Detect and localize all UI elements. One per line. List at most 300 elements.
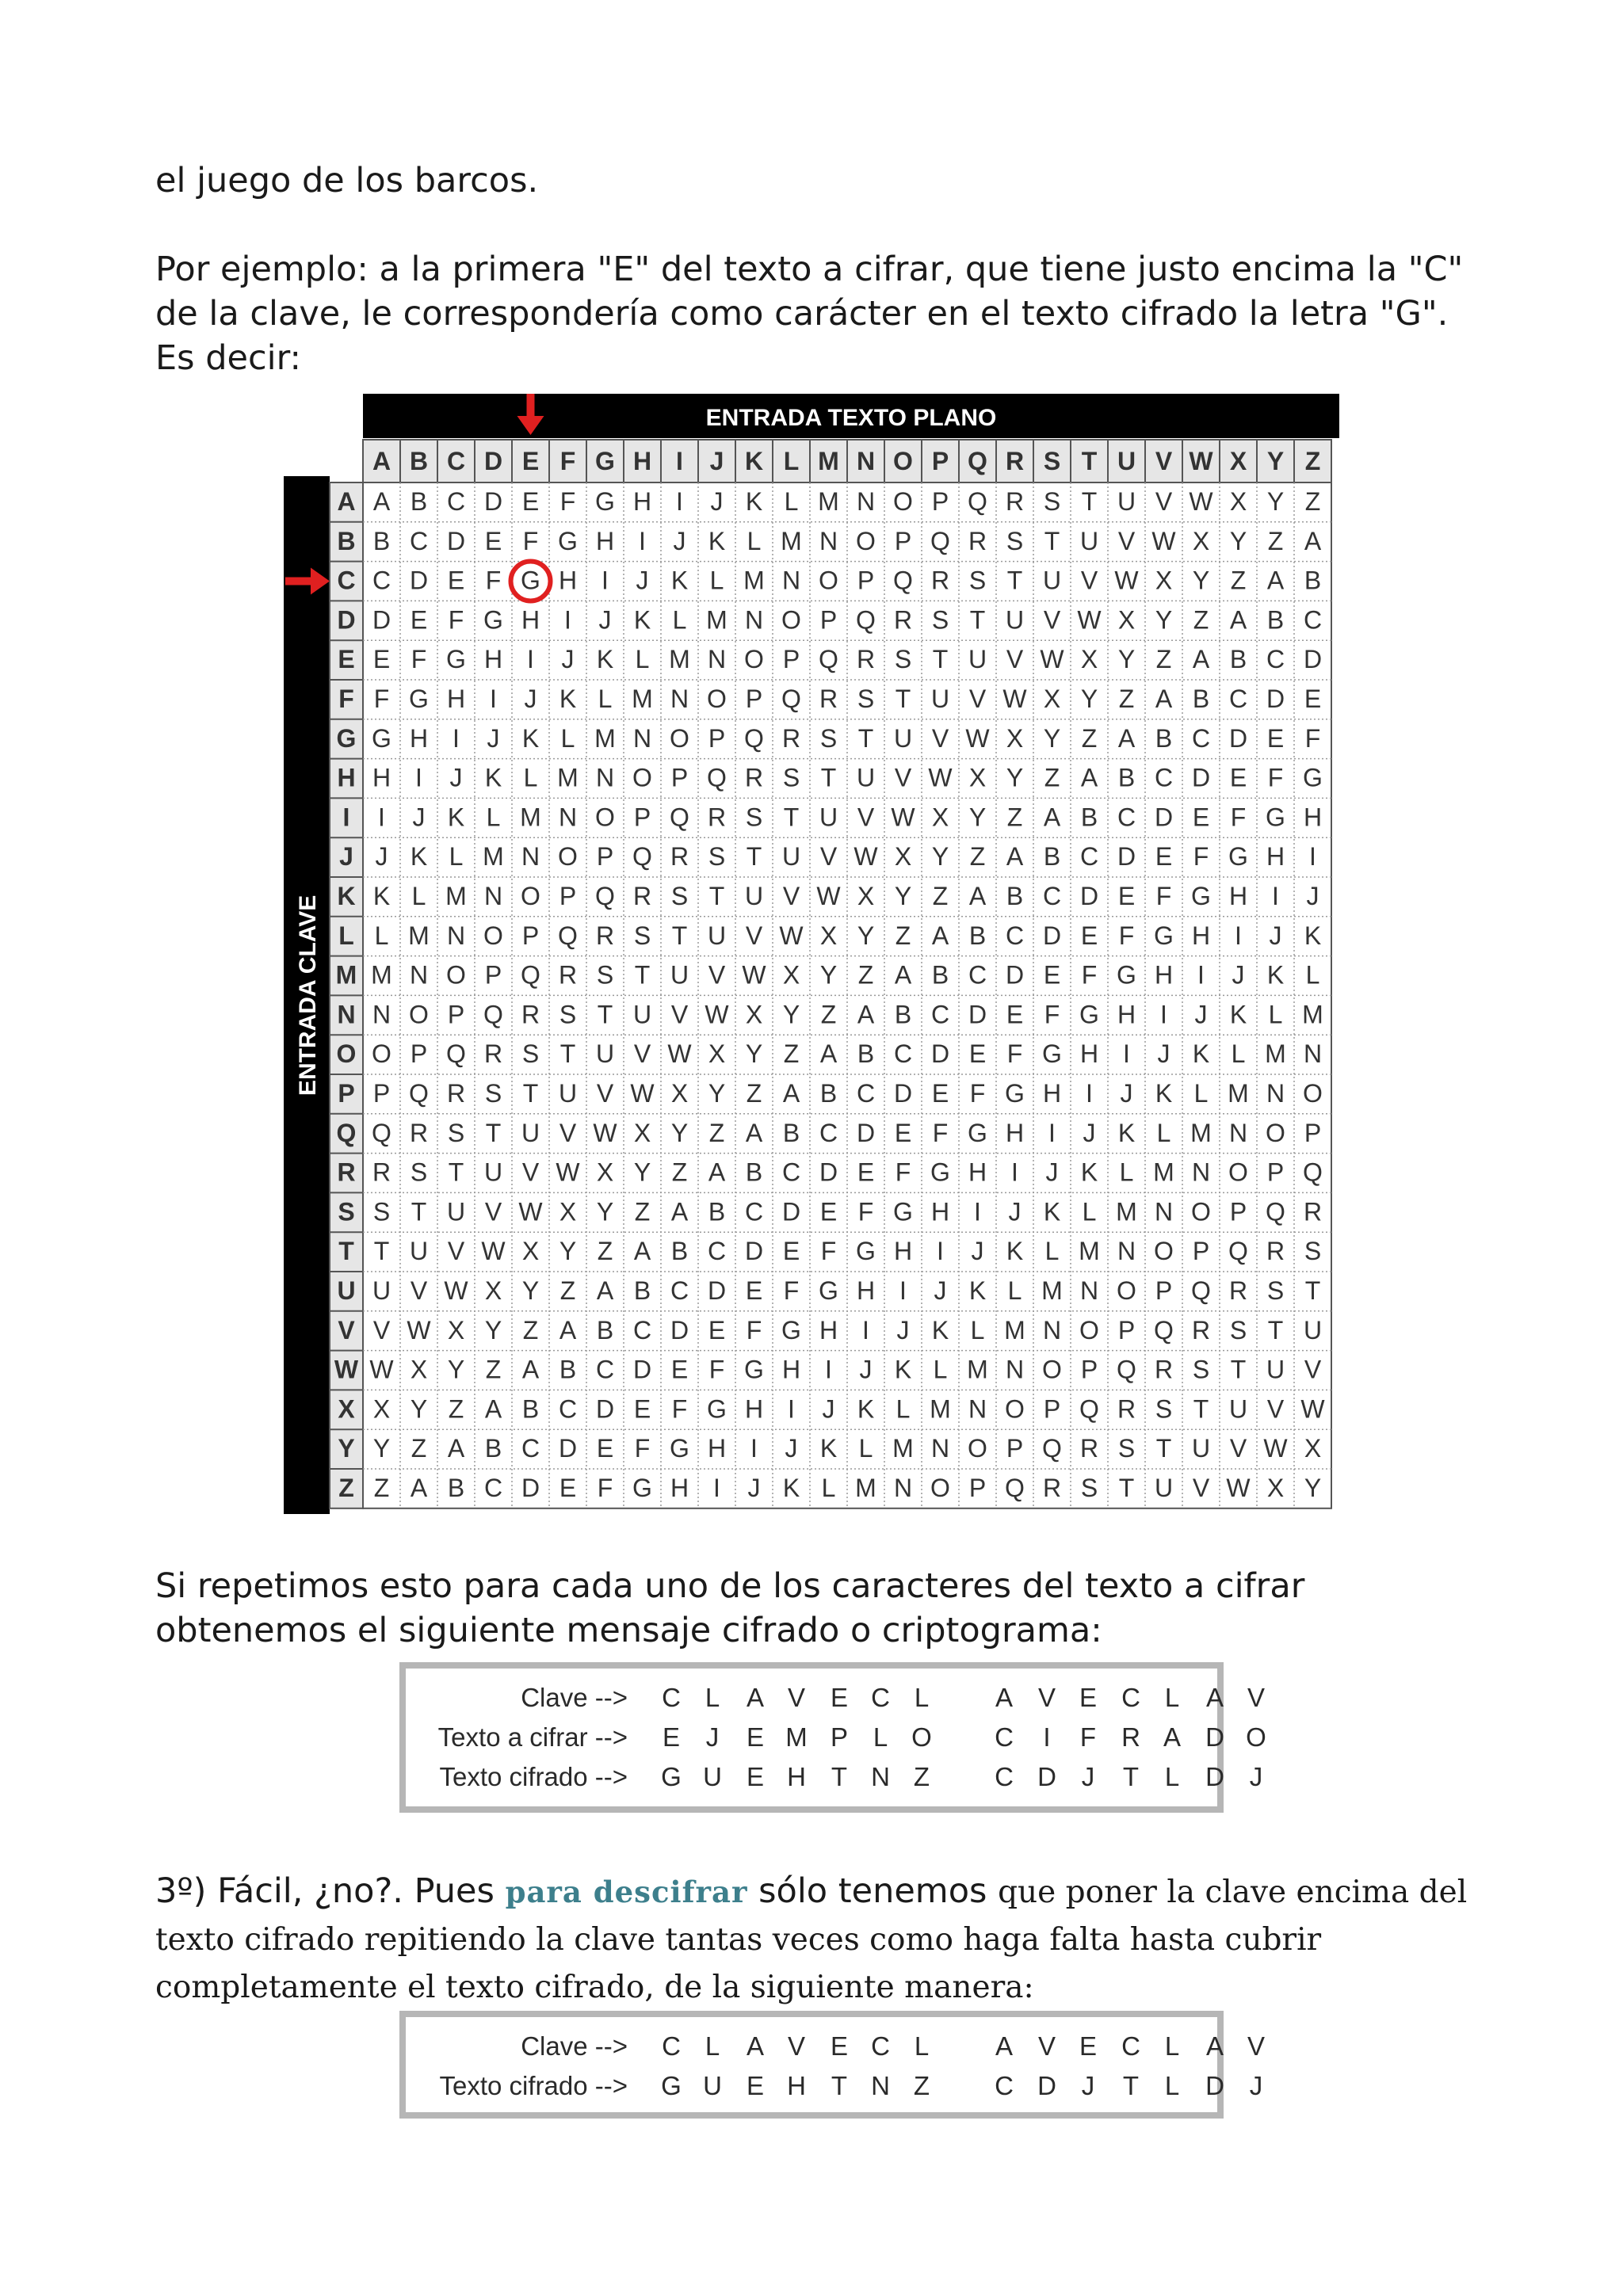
table-cell: P bbox=[1043, 1394, 1061, 1424]
cipher-char: O bbox=[1246, 1722, 1266, 1752]
table-cell: U bbox=[856, 763, 876, 792]
cipher-char: E bbox=[746, 1762, 764, 1791]
table-cell: Y bbox=[484, 1315, 502, 1344]
table-cell: G bbox=[968, 1118, 987, 1147]
table-cell: W bbox=[854, 842, 878, 871]
table-cell: L bbox=[1193, 1079, 1209, 1108]
table-cell: N bbox=[446, 921, 466, 950]
table-cell: P bbox=[708, 723, 726, 753]
table-cell: J bbox=[1008, 1197, 1022, 1226]
table-cell: C bbox=[1303, 605, 1323, 635]
table-cell: J bbox=[449, 763, 463, 792]
table-cell: I bbox=[750, 1434, 758, 1463]
table-cell: U bbox=[968, 645, 987, 674]
table-cell: Q bbox=[670, 803, 689, 832]
table-cell: H bbox=[968, 1158, 987, 1187]
table-cell: A bbox=[1192, 645, 1210, 674]
table-cell: D bbox=[372, 605, 391, 635]
table-cell: D bbox=[670, 1315, 689, 1344]
table-cell: Q bbox=[632, 842, 652, 871]
table-cell: N bbox=[1117, 1237, 1136, 1266]
cipher-char: F bbox=[1079, 1722, 1097, 1752]
table-cell: U bbox=[521, 1118, 540, 1147]
table-cell: Z bbox=[485, 1355, 502, 1384]
cipher-char: D bbox=[1205, 2071, 1224, 2100]
table-cell: K bbox=[447, 803, 465, 832]
table-cell: T bbox=[1081, 487, 1098, 516]
cipher-char: L bbox=[705, 1683, 720, 1712]
table-cell: O bbox=[707, 685, 727, 713]
table-cell: M bbox=[1116, 1197, 1137, 1226]
table-cell: D bbox=[1266, 685, 1285, 713]
table-cell: X bbox=[1155, 566, 1173, 595]
table-cell: U bbox=[1079, 526, 1099, 555]
table-cell: P bbox=[782, 645, 800, 674]
table-cell: A bbox=[633, 1237, 651, 1266]
table-cell: U bbox=[632, 1000, 652, 1029]
table-cell: P bbox=[410, 1039, 428, 1069]
table-cell: A bbox=[1229, 605, 1247, 635]
cipher-char: E bbox=[746, 2071, 764, 2100]
table-cell: X bbox=[894, 842, 912, 871]
table-cell: X bbox=[521, 1237, 540, 1266]
table-cell: Y bbox=[447, 1355, 465, 1384]
table-cell: L bbox=[1119, 1158, 1134, 1187]
table-cell: Y bbox=[1117, 645, 1136, 674]
table-cell: N bbox=[632, 723, 652, 753]
table-cell: G bbox=[744, 1355, 764, 1384]
column-header-K: K bbox=[744, 447, 764, 475]
cipher-char: J bbox=[1249, 1762, 1263, 1791]
table-cell: Z bbox=[857, 960, 874, 990]
table-cell: S bbox=[484, 1079, 502, 1108]
table-cell: K bbox=[931, 1315, 949, 1344]
table-cell: N bbox=[856, 487, 876, 516]
table-cell: T bbox=[857, 723, 874, 753]
cipher-char: Z bbox=[913, 2071, 930, 2100]
table-cell: Y bbox=[1043, 723, 1061, 753]
cipher-row bbox=[406, 2031, 1265, 2071]
table-cell: V bbox=[633, 1039, 651, 1069]
table-cell: U bbox=[1228, 1394, 1248, 1424]
table-cell: T bbox=[448, 1158, 464, 1187]
table-cell: F bbox=[634, 1434, 651, 1463]
table-cell: N bbox=[670, 685, 689, 713]
table-cell: C bbox=[707, 1237, 727, 1266]
table-cell: Z bbox=[1081, 723, 1098, 753]
table-cell: K bbox=[1229, 1000, 1247, 1029]
table-cell: T bbox=[932, 645, 949, 674]
table-cell: K bbox=[1006, 1237, 1024, 1266]
table-cell: Z bbox=[671, 1158, 688, 1187]
table-cell: E bbox=[1229, 763, 1247, 792]
table-cell: B bbox=[447, 1474, 465, 1502]
table-cell: X bbox=[1043, 685, 1061, 713]
cipher-char: V bbox=[787, 2031, 805, 2061]
table-cell: G bbox=[930, 1158, 950, 1187]
table-cell: Y bbox=[782, 1000, 800, 1029]
table-cell: X bbox=[372, 1394, 391, 1424]
table-cell: Z bbox=[969, 842, 986, 871]
table-cell: R bbox=[707, 803, 727, 832]
table-cell: O bbox=[409, 1000, 429, 1029]
table-cell: R bbox=[1191, 1315, 1211, 1344]
table-cell: Y bbox=[1192, 566, 1210, 595]
column-header-C: C bbox=[446, 447, 466, 475]
table-cell: V bbox=[708, 960, 726, 990]
table-cell: E bbox=[559, 1474, 577, 1502]
row-header-H: H bbox=[337, 763, 356, 792]
table-cell: L bbox=[1044, 1237, 1060, 1266]
column-header-R: R bbox=[1005, 447, 1025, 475]
table-cell: U bbox=[1303, 1315, 1323, 1344]
table-cell: F bbox=[373, 685, 390, 713]
table-cell: L bbox=[672, 605, 687, 635]
table-cell: H bbox=[558, 566, 578, 595]
table-cell: I bbox=[639, 526, 646, 555]
table-cell: Q bbox=[1154, 1315, 1174, 1344]
table-cell: G bbox=[632, 1474, 652, 1502]
cipher-char: U bbox=[703, 2071, 722, 2100]
table-cell: R bbox=[781, 723, 801, 753]
table-cell: H bbox=[1303, 803, 1323, 832]
table-cell: C bbox=[521, 1434, 540, 1463]
table-cell: R bbox=[521, 1000, 540, 1029]
table-cell: O bbox=[1154, 1237, 1174, 1266]
table-cell: F bbox=[559, 487, 576, 516]
table-cell: A bbox=[1006, 842, 1024, 871]
table-cell: F bbox=[1267, 763, 1284, 792]
table-cell: H bbox=[521, 605, 540, 635]
table-cell: K bbox=[596, 645, 614, 674]
table-cell: G bbox=[781, 1315, 801, 1344]
cipher-char: L bbox=[914, 2031, 930, 2061]
table-cell: E bbox=[1192, 803, 1210, 832]
table-cell: E bbox=[745, 1276, 763, 1305]
paragraph-decrypt-step bbox=[155, 1868, 1479, 2011]
table-cell: X bbox=[1229, 487, 1247, 516]
table-cell: T bbox=[522, 1079, 539, 1108]
cipher-row-label: Texto cifrado --> bbox=[439, 1762, 628, 1791]
cipher-char: C bbox=[871, 1683, 890, 1712]
cipher-char: C bbox=[662, 2031, 681, 2061]
table-cell: K bbox=[819, 1434, 838, 1463]
table-cell: P bbox=[484, 960, 502, 990]
table-cell: K bbox=[1304, 921, 1322, 950]
row-header-I: I bbox=[342, 803, 350, 832]
table-cell: V bbox=[745, 921, 763, 950]
cipher-char: E bbox=[1079, 1683, 1097, 1712]
table-cell: C bbox=[1042, 882, 1062, 910]
table-cell: J bbox=[1194, 1000, 1208, 1029]
table-cell: A bbox=[1080, 763, 1098, 792]
table-cell: H bbox=[856, 1276, 876, 1305]
table-cell: U bbox=[1042, 566, 1062, 595]
table-cell: W bbox=[779, 921, 804, 950]
table-cell: R bbox=[1079, 1434, 1099, 1463]
table-cell: F bbox=[1155, 882, 1172, 910]
table-cell: R bbox=[372, 1158, 391, 1187]
table-cell: Y bbox=[1080, 685, 1098, 713]
table-cell: J bbox=[971, 1237, 984, 1266]
table-cell: A bbox=[521, 1355, 540, 1384]
table-cell: Q bbox=[856, 605, 876, 635]
table-cell: M bbox=[1004, 1315, 1025, 1344]
table-cell: R bbox=[1228, 1276, 1248, 1305]
column-header-X: X bbox=[1229, 447, 1247, 475]
table-cell: Z bbox=[411, 1434, 427, 1463]
table-cell: Y bbox=[1155, 605, 1173, 635]
row-header-R: R bbox=[337, 1158, 356, 1187]
table-cell: C bbox=[1228, 685, 1248, 713]
table-cell: V bbox=[1304, 1355, 1322, 1384]
table-cell: M bbox=[818, 487, 839, 516]
side-title: ENTRADA CLAVE bbox=[295, 894, 321, 1097]
table-cell: V bbox=[670, 1000, 689, 1029]
table-cell: T bbox=[373, 1237, 390, 1266]
table-cell: P bbox=[372, 1079, 391, 1108]
table-cell: E bbox=[484, 526, 502, 555]
table-cell: L bbox=[523, 763, 538, 792]
table-cell: H bbox=[483, 645, 503, 674]
cipher-char: G bbox=[661, 1762, 682, 1791]
table-cell: H bbox=[409, 723, 429, 753]
table-cell: T bbox=[1044, 526, 1060, 555]
table-cell: N bbox=[1079, 1276, 1099, 1305]
paragraph-cipher-result: Si repetimos esto para cada uno de los caracteres del texto a cifrar obtenemos el siguiente mensaje cifrado o criptograma: bbox=[155, 1566, 1305, 1650]
table-cell: K bbox=[857, 1394, 875, 1424]
table-cell: C bbox=[670, 1276, 689, 1305]
table-cell: K bbox=[372, 882, 391, 910]
table-cell: U bbox=[1117, 487, 1136, 516]
table-cell: C bbox=[893, 1039, 913, 1069]
table-cell: U bbox=[558, 1079, 578, 1108]
table-cell: L bbox=[709, 566, 724, 595]
table-cell: L bbox=[784, 487, 799, 516]
table-cell: F bbox=[783, 1276, 800, 1305]
table-cell: R bbox=[1154, 1355, 1174, 1384]
table-cell: K bbox=[708, 526, 726, 555]
table-cell: O bbox=[1228, 1158, 1248, 1187]
cipher-char: D bbox=[1037, 1762, 1056, 1791]
table-cell: Y bbox=[596, 1197, 614, 1226]
table-cell: C bbox=[1079, 842, 1099, 871]
table-cell: V bbox=[857, 803, 875, 832]
table-cell: F bbox=[1044, 1000, 1060, 1029]
table-cell: D bbox=[409, 566, 429, 595]
table-cell: W bbox=[1226, 1474, 1251, 1502]
cipher-char: T bbox=[831, 2071, 848, 2100]
table-cell: U bbox=[819, 803, 838, 832]
table-cell: W bbox=[816, 882, 841, 910]
table-cell: W bbox=[630, 1079, 655, 1108]
cipher-char: L bbox=[873, 1722, 888, 1752]
table-cell: L bbox=[821, 1474, 836, 1502]
table-cell: O bbox=[372, 1039, 391, 1069]
table-cell: L bbox=[858, 1434, 873, 1463]
table-cell: S bbox=[894, 645, 912, 674]
table-cell: D bbox=[930, 1039, 950, 1069]
table-cell: I bbox=[937, 1237, 944, 1266]
table-cell: Z bbox=[1044, 763, 1060, 792]
table-cell: B bbox=[819, 1079, 838, 1108]
table-cell: W bbox=[1300, 1394, 1325, 1424]
table-cell: F bbox=[1081, 960, 1098, 990]
table-cell: C bbox=[595, 1355, 615, 1384]
table-cell: S bbox=[1304, 1237, 1322, 1266]
table-cell: E bbox=[1006, 1000, 1024, 1029]
cipher-char: T bbox=[1122, 1762, 1140, 1791]
cipher-char: L bbox=[1164, 1762, 1180, 1791]
table-cell: V bbox=[894, 763, 912, 792]
table-cell: D bbox=[781, 1197, 801, 1226]
table-cell: Y bbox=[670, 1118, 689, 1147]
table-cell: R bbox=[744, 763, 764, 792]
table-cell: O bbox=[1303, 1079, 1323, 1108]
table-cell: X bbox=[410, 1355, 428, 1384]
table-cell: Z bbox=[932, 882, 949, 910]
table-cell: R bbox=[409, 1118, 429, 1147]
table-cell: M bbox=[408, 921, 430, 950]
table-cell: G bbox=[1228, 842, 1248, 871]
table-cell: T bbox=[969, 605, 986, 635]
table-cell: F bbox=[1006, 1039, 1023, 1069]
table-cell: F bbox=[671, 1394, 688, 1424]
table-cell: M bbox=[706, 605, 727, 635]
table-cell: X bbox=[1266, 1474, 1285, 1502]
table-cell: P bbox=[596, 842, 614, 871]
table-cell: D bbox=[968, 1000, 987, 1029]
table-cell: J bbox=[524, 685, 537, 713]
cipher-char: T bbox=[1122, 2071, 1140, 2100]
cipher-char: A bbox=[995, 2031, 1013, 2061]
table-cell: T bbox=[820, 763, 837, 792]
table-cell: W bbox=[965, 723, 990, 753]
table-cell: B bbox=[1117, 763, 1136, 792]
table-cell: N bbox=[1042, 1315, 1062, 1344]
table-cell: N bbox=[1303, 1039, 1323, 1069]
column-header-Y: Y bbox=[1266, 447, 1285, 475]
table-cell: Y bbox=[633, 1158, 651, 1187]
column-header-G: G bbox=[595, 447, 615, 475]
table-cell: M bbox=[967, 1355, 988, 1384]
table-cell: Z bbox=[1006, 803, 1023, 832]
table-cell: J bbox=[598, 605, 612, 635]
table-cell: M bbox=[594, 723, 616, 753]
table-cell: H bbox=[1266, 842, 1285, 871]
table-cell: I bbox=[862, 1315, 869, 1344]
table-cell: H bbox=[893, 1237, 913, 1266]
table-cell: F bbox=[485, 566, 502, 595]
table-cell: R bbox=[483, 1039, 503, 1069]
cipher-char: D bbox=[1037, 2071, 1056, 2100]
table-cell: Y bbox=[968, 803, 987, 832]
column-header-Q: Q bbox=[968, 447, 987, 475]
table-cell: M bbox=[892, 1434, 914, 1463]
table-cell: S bbox=[633, 921, 651, 950]
table-cell: P bbox=[521, 921, 540, 950]
table-cell: S bbox=[1080, 1474, 1098, 1502]
table-cell: N bbox=[744, 605, 764, 635]
table-cell: O bbox=[483, 921, 503, 950]
table-cell: M bbox=[483, 842, 504, 871]
table-cell: Y bbox=[931, 842, 949, 871]
table-cell: F bbox=[1118, 921, 1135, 950]
table-cell: F bbox=[597, 1474, 613, 1502]
table-cell: M bbox=[669, 645, 690, 674]
table-cell: D bbox=[1042, 921, 1062, 950]
row-header-B: B bbox=[337, 526, 356, 555]
table-cell: P bbox=[894, 526, 912, 555]
table-cell: T bbox=[1155, 1434, 1172, 1463]
table-cell: V bbox=[484, 1197, 502, 1226]
table-cell: R bbox=[1005, 487, 1025, 516]
table-cell: K bbox=[1192, 1039, 1210, 1069]
table-cell: Q bbox=[893, 566, 913, 595]
table-cell: P bbox=[1192, 1237, 1210, 1266]
cipher-char: P bbox=[830, 1722, 848, 1752]
table-cell: O bbox=[930, 1474, 950, 1502]
table-cell: T bbox=[634, 960, 651, 990]
table-cell: I bbox=[974, 1197, 981, 1226]
table-cell: O bbox=[856, 526, 876, 555]
table-cell: L bbox=[411, 882, 426, 910]
table-cell: G bbox=[446, 645, 466, 674]
table-cell: A bbox=[1117, 723, 1136, 753]
table-cell: C bbox=[1117, 803, 1136, 832]
table-cell: M bbox=[632, 685, 653, 713]
cipher-char: L bbox=[1164, 2071, 1180, 2100]
table-cell: Q bbox=[558, 921, 578, 950]
table-cell: J bbox=[673, 526, 686, 555]
table-cell: J bbox=[859, 1355, 873, 1384]
table-cell: C bbox=[1266, 645, 1285, 674]
table-cell: L bbox=[1007, 1276, 1022, 1305]
table-cell: I bbox=[788, 1394, 795, 1424]
table-cell: G bbox=[1005, 1079, 1025, 1108]
table-cell: J bbox=[375, 842, 388, 871]
table-cell: X bbox=[708, 1039, 726, 1069]
table-cell: N bbox=[968, 1394, 987, 1424]
table-cell: I bbox=[1048, 1118, 1056, 1147]
table-cell: S bbox=[708, 842, 726, 871]
row-header-P: P bbox=[338, 1079, 355, 1108]
table-cell: A bbox=[968, 882, 987, 910]
cipher-char: L bbox=[1164, 2031, 1180, 2061]
table-cell: F bbox=[448, 605, 464, 635]
table-cell: O bbox=[1191, 1197, 1211, 1226]
table-cell: W bbox=[891, 803, 915, 832]
cipher-char: D bbox=[1205, 1722, 1224, 1752]
table-cell: I bbox=[564, 605, 571, 635]
table-cell: P bbox=[633, 803, 651, 832]
table-cell: W bbox=[481, 1237, 506, 1266]
table-cell: N bbox=[595, 763, 615, 792]
table-cell: Y bbox=[894, 882, 912, 910]
cipher-char: E bbox=[662, 1722, 680, 1752]
table-cell: L bbox=[449, 842, 464, 871]
cipher-char: O bbox=[911, 1722, 932, 1752]
table-cell: S bbox=[1229, 1315, 1247, 1344]
table-cell: Q bbox=[521, 960, 540, 990]
table-cell: Q bbox=[930, 526, 950, 555]
table-cell: Q bbox=[1228, 1237, 1248, 1266]
table-cell: B bbox=[708, 1197, 726, 1226]
table-cell: R bbox=[558, 960, 578, 990]
table-cell: Q bbox=[707, 763, 727, 792]
table-cell: B bbox=[484, 1434, 502, 1463]
cipher-row bbox=[406, 2071, 1263, 2111]
